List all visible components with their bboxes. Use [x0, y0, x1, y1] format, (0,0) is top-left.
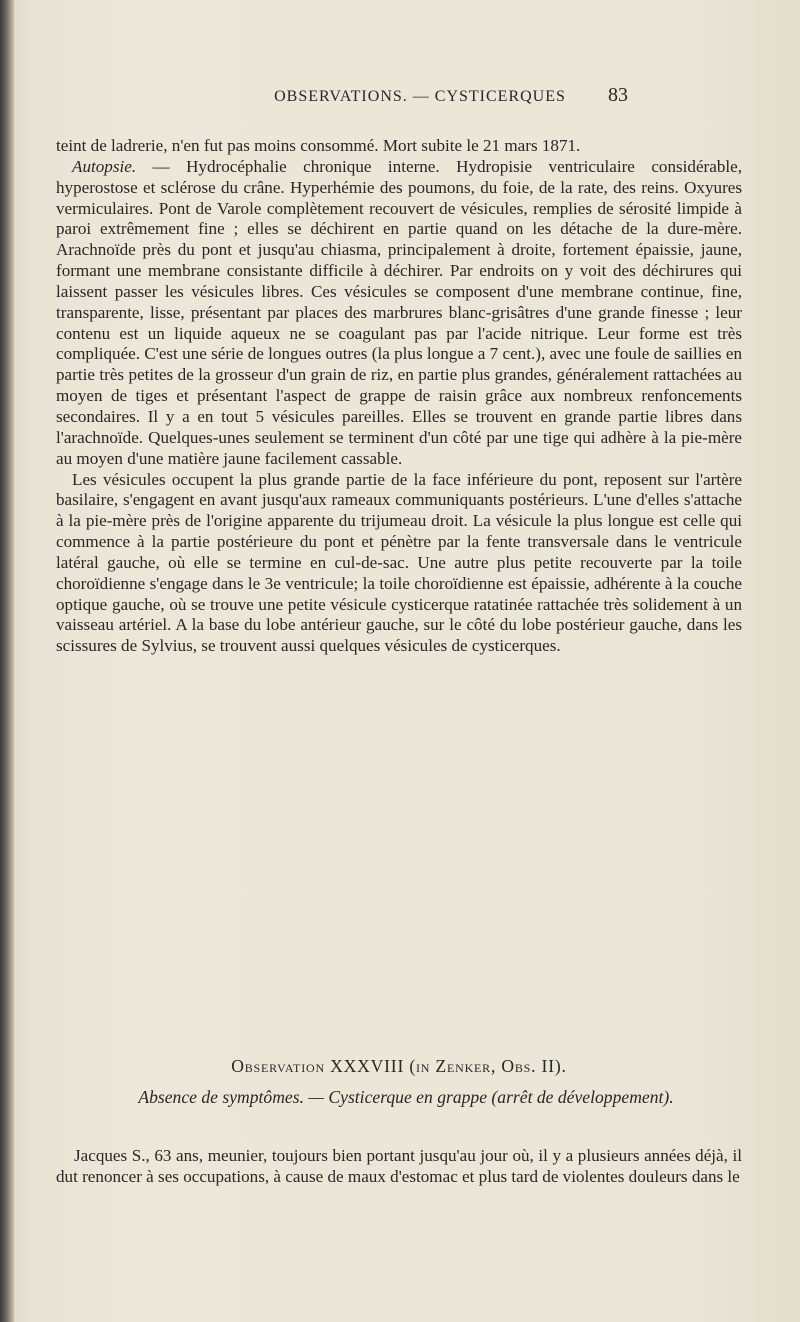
paragraph-autopsy: [56, 157, 742, 470]
book-binding-shadow: [0, 0, 14, 1322]
main-text: [56, 136, 742, 657]
autopsy-text: — Hydrocéphalie chronique interne. Hydropisie ventriculaire considérable, hyperostose et sclérose du crâne. Hyperhémie des poumons, du foie, de la rate, des reins. Oxyures vermiculaires. Pont de Varole complètement recouvert de vésicules, remplies de sérosité limpide à paroi extrêmement fine ; elles se déchirent en partie quand on les détache de la dure-mère. Arachnoïde près du pont et jusqu'au chiasma, principalement à droite, fortement épaissie, jaune, formant une membrane consistante difficile à déchirer. Par endroits on y voit des déchirures qui laissent passer les vésicules libres. Ces vésicules se composent d'une membrane continue, fine, transparente, lisse, présentant par places des marbrures blanc-grisâtres d'une grande finesse ; leur contenu est un liquide aqueux ne se coagulant pas par l'acide nitrique. Leur forme est très compliquée. C'est une série de longues outres (la plus longue a 7 cent.), avec une foule de saillies en partie très petites de la grosseur d'un grain de riz, en partie plus grandes, généralement rattachées au moyen de tiges et présentant l'aspect de grappe de raisin grâce aux nombreux renfoncements secondaires. Il y a en tout 5 vésicules pareilles. Elles se trouvent en grande partie libres dans l'arachnoïde. Quelques-unes seulement se terminent d'un côté par une tige qui adhère à la pie-mère au moyen d'une matière jaune facilement cassable.: [56, 156, 742, 468]
observation-subtitle: Absence de symptômes. — Cysticerque en grappe (arrêt de développement).: [138, 1087, 674, 1107]
paragraph-vesicles: Les vésicules occupent la plus grande partie de la face inférieure du pont, reposent sur l'artère basilaire, s'engagent en avant jusqu'aux rameaux communiquants postérieurs. L'une d'elles s'attache à la pie-mère près de l'origine apparente du trijumeau droit. La vésicule la plus longue est celle qui commence à la partie postérieure du pont et pénètre par la fente transversale dans le ventricule latéral gauche, où elle se termine en cul-de-sac. Une autre plus petite recouverte par la toile choroïdienne s'engage dans le 3e ventricule; la toile choroïdienne est épaissie, adhérente à la couche optique gauche, où se trouve une petite vésicule cysticerque ratatinée rattachée très solidement à un vaisseau artériel. A la base du lobe antérieur gauche, sur le côté du lobe postérieur gauche, dans les scissures de Sylvius, se trouvent aussi quelques vésicules de cysticerques.: [56, 469, 742, 656]
page-number: 83: [608, 84, 628, 106]
observation-title: Observation XXXVIII (in Zenker, Obs. II).: [231, 1056, 567, 1076]
observation-text: [56, 1146, 742, 1188]
running-title: OBSERVATIONS. — CYSTICERQUES: [274, 88, 566, 105]
paragraph-case: Jacques S., 63 ans, meunier, toujours bien portant jusqu'au jour où, il y a plusieurs années déjà, il dut renoncer à ses occupations, à cause de maux d'estomac et plus tard de violentes douleurs dans le: [56, 1146, 742, 1186]
autopsy-label: Autopsie.: [72, 156, 137, 176]
paragraph-death: teint de ladrerie, n'en fut pas moins consommé. Mort subite le 21 mars 1871.: [56, 136, 581, 155]
